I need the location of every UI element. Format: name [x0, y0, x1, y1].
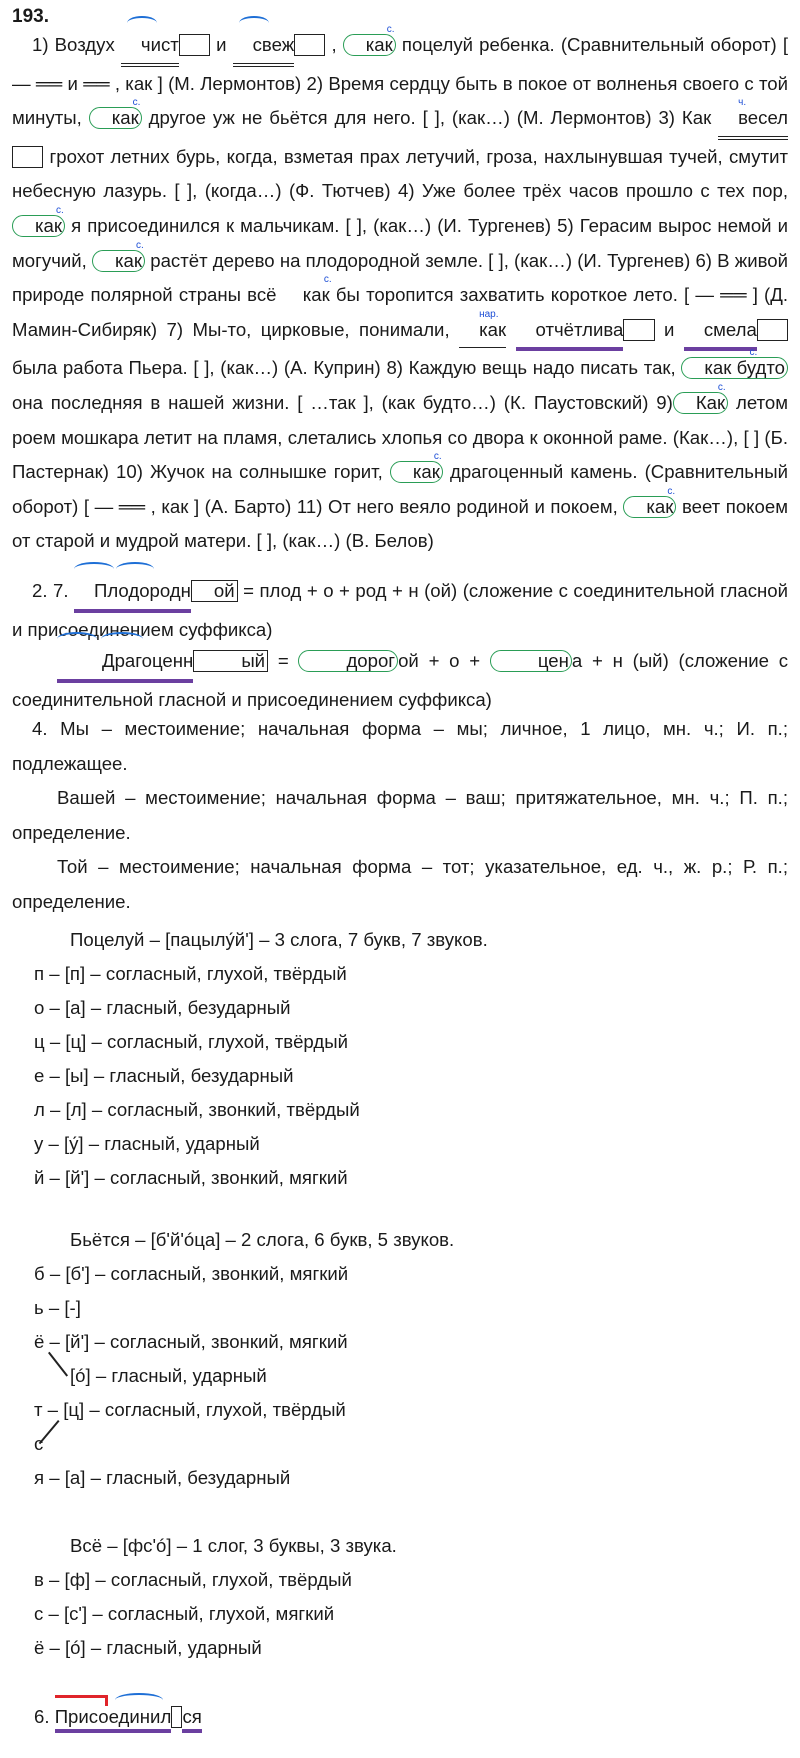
phonetic-row: ь – [-]: [34, 1297, 81, 1318]
predicate-vesel: ч. весел: [718, 101, 788, 140]
word-plodorodnoy: Плодородн: [74, 574, 191, 613]
ending-box: [171, 1706, 182, 1728]
conjunction-kak: с. как: [343, 34, 396, 56]
task6-line: 6. Присоединил ся: [34, 1705, 202, 1733]
phonetic-row: й – [й'] – согласный, звонкий, мягкий: [34, 1167, 348, 1188]
ending-box: [12, 146, 43, 168]
adverb-kak: нар. как: [459, 313, 506, 349]
task1-paragraph: 1) Воздух чист и свеж , с. как поцелуй ребенка. (Сравнительный оборот) [ — ══ и ══ , как ] (М. Лермонтов) 2) Время сердцу быть в покое от волненья своего с той минуты, с. как другое уж не бьётся для него. [ ], (как…) (М. Лермонтов) 3) Как ч. весел грохот летних бурь, когда, взметая прах летучий, гроза, нахлынувшая тучей, смутит небесную лазурь. [ ], (когда…) (Ф. Тютчев) 4) Уже более трёх часов прошло с тех пор, с. как я присоединился к мальчикам. [ ], (как…) (И. Тургенев) 5) Герасим вырос немой и могучий, с. как растёт дерево на плодородной земле. [ ], (как…) (И. Тургенев) 6) В живой природе полярной страны всё с. как бы торопится захватить короткое лето. [ — ══ ] (Д. Мамин-Сибиряк) 7) Мы-то, цирковые, понимали, нар. как отчётлива и смела была работа Пьера. [ ], (как…) (А. Куприн) 8) Каждую вещь надо писать так, с. как будто она последняя в нашей жизни. [ …так ], (как будто…) (К. Паустовский) 9)с. Как летом роем мошкара летит на пламя, слетались хлопья со двора к оконной раме. (Как…), [ ] (Б. Пастернак) 10) Жучок на солнышке горит, с. как драгоценный камень. (Сравнительный оборот) [ — ══ , как ] (А. Барто) 11) От него веяло родиной и покоем, с. как веет покоем от старой и мудрой матери. [ ], (как…) (В. Белов): [12, 28, 788, 559]
phonetic-row: ё – [ó] – гласный, ударный: [34, 1637, 262, 1658]
word-prisoedinil: Присоединил: [55, 1705, 172, 1733]
predicate-svezh: свеж: [233, 28, 295, 67]
phonetic-row: [ó] – гласный, ударный: [70, 1365, 267, 1386]
exercise-number: 193.: [12, 6, 49, 27]
predicate-otchetliva: отчётлива: [516, 313, 624, 352]
phonetic-row: ц – [ц] – согласный, глухой, твёрдый: [34, 1031, 348, 1052]
bracket-line: [48, 1352, 68, 1377]
task4-p1: 4. Мы – местоимение; начальная форма – мы; личное, 1 лицо, мн. ч.; И. п.; подлежащее.: [12, 718, 788, 774]
phonetic-row: л – [л] – согласный, звонкий, твёрдый: [34, 1099, 360, 1120]
task4-p2: Вашей – местоимение; начальная форма – ваш; притяжательное, мн. ч.; П. п.; определение.: [12, 787, 788, 843]
phonetic-row: я – [а] – гласный, безударный: [34, 1467, 291, 1488]
ending-box: [757, 319, 788, 341]
phonetic-row: о – [а] – гласный, безударный: [34, 997, 291, 1018]
root-cen: цен: [490, 650, 572, 672]
ending-box: ый: [193, 650, 268, 672]
predicate-chist: чист: [121, 28, 179, 67]
phonetic-row: т – [ц] – согласный, глухой, твёрдый: [34, 1399, 346, 1420]
phonetic-row: в – [ф] – согласный, глухой, твёрдый: [34, 1569, 352, 1590]
postfix-sya: ся: [182, 1705, 201, 1733]
predicate-smela: смела: [684, 313, 757, 352]
phonetic-row: ё – [й'] – согласный, звонкий, мягкий: [34, 1331, 348, 1352]
ending-box: ой: [191, 580, 238, 602]
phonetic-row: п – [п] – согласный, глухой, твёрдый: [34, 963, 347, 984]
conjunction-kak-budto: с. как будто: [681, 357, 788, 379]
ending-box: [623, 319, 654, 341]
conjunction-kak: с. как: [390, 461, 443, 483]
word-dragocennyy: Драгоценн: [57, 644, 193, 683]
conjunction-kak: с. как: [92, 250, 145, 272]
conjunction-kak: с. как: [89, 107, 142, 129]
phonetic-heading-2: Бьётся – [б'й'óца] – 2 слога, 6 букв, 5 звуков.: [70, 1229, 455, 1250]
ending-box: [294, 34, 325, 56]
phonetic-row: у – [у́] – гласный, ударный: [34, 1133, 260, 1154]
phonetic-heading-1: Поцелуй – [пацылу́й'] – 3 слога, 7 букв, 7 звуков.: [70, 929, 488, 950]
conjunction-kak: с. Как: [673, 392, 728, 414]
phonetic-heading-3: Всё – [фс'ó] – 1 слог, 3 буквы, 3 звука.: [70, 1535, 397, 1556]
root-dorog: дорог: [298, 650, 398, 672]
task2-word1: 2. 7. Плодородн ой = плод + о + род + н (ой) (сложение с соединительной гласной и присоединением суффикса): [12, 574, 788, 647]
task2-word2: Драгоценн ый = дорог ой + о + цен а + н (ый) (сложение с соединительной гласной и присоединением суффикса): [12, 644, 788, 717]
ending-box: [179, 34, 210, 56]
conjunction-kak: с. как: [623, 496, 676, 518]
conjunction-kak: с. как: [12, 215, 65, 237]
particle-kak: с. как: [283, 278, 330, 313]
phonetic-row: е – [ы] – гласный, безударный: [34, 1065, 294, 1086]
phonetic-row: б – [б'] – согласный, звонкий, мягкий: [34, 1263, 349, 1284]
scheme-1: [ — ══ и ══ , как ] (М. Лермонтов): [12, 34, 789, 94]
phonetic-row: с: [34, 1433, 44, 1454]
phonetic-row: с – [с'] – согласный, глухой, мягкий: [34, 1603, 335, 1624]
task4-p3: Той – местоимение; начальная форма – тот; указательное, ед. ч., ж. р.; Р. п.; определение.: [12, 856, 788, 912]
